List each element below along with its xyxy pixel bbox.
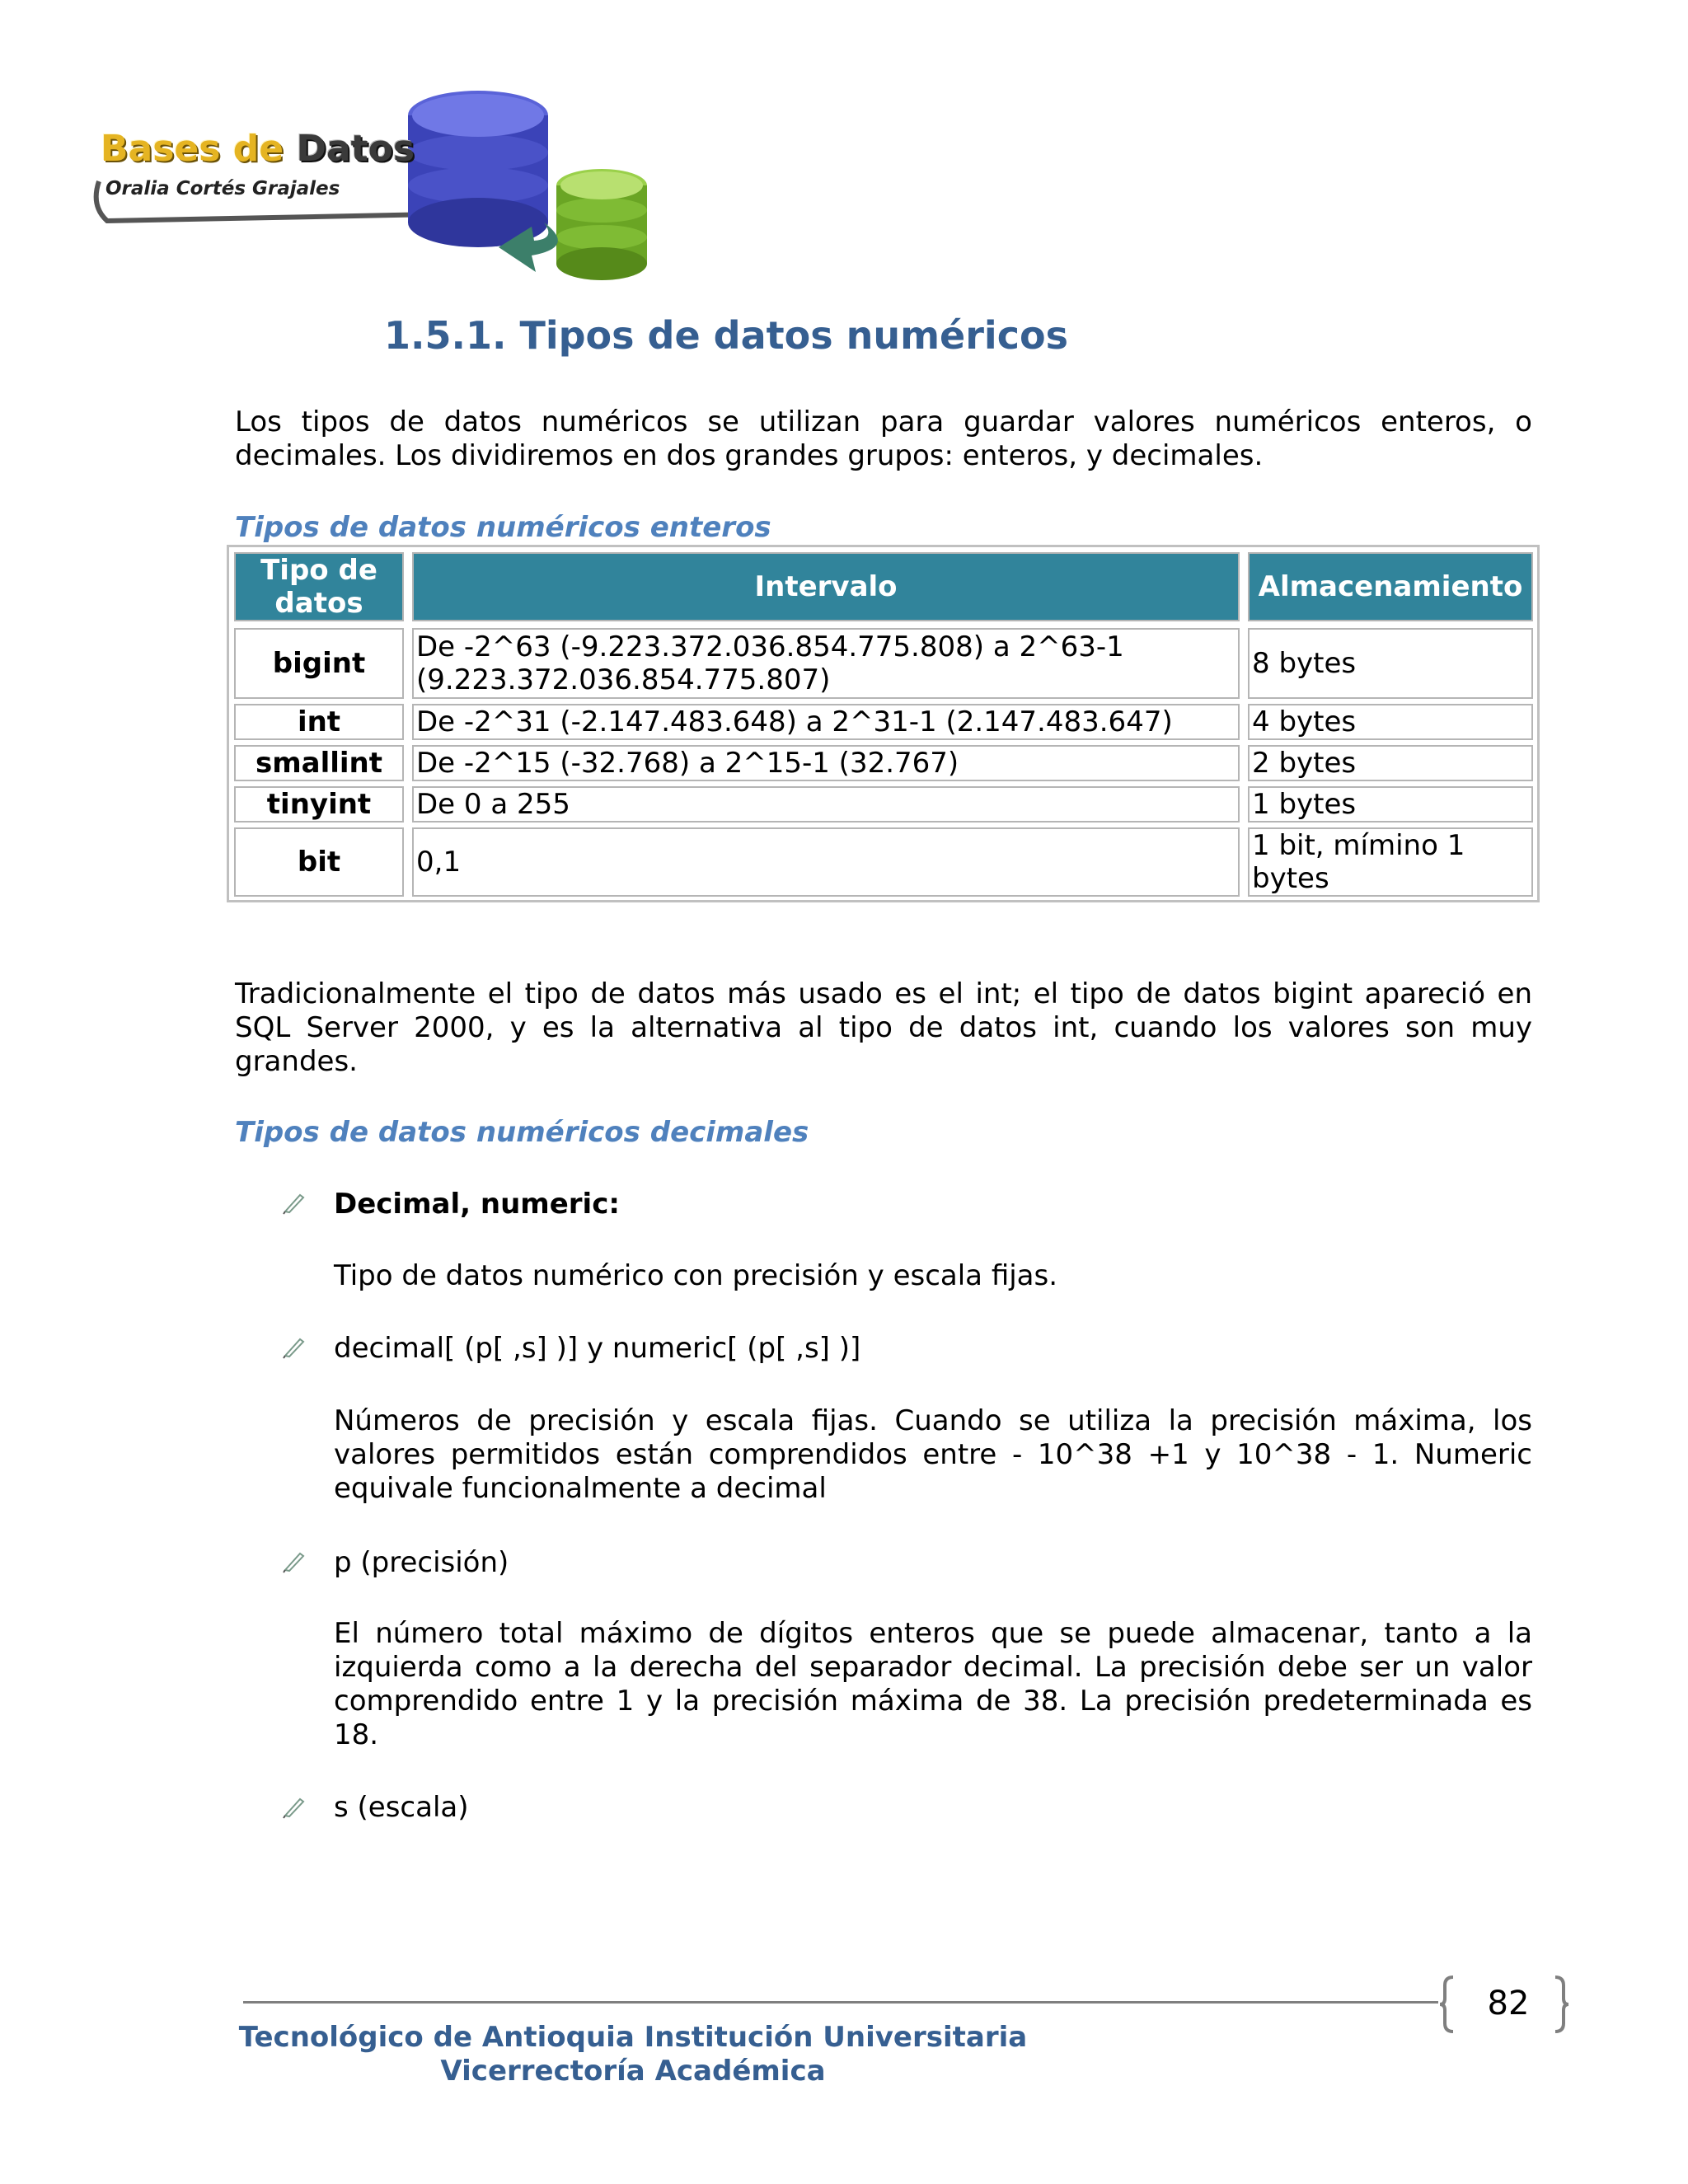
table-cell-storage: 1 bit, mímino 1 bytes [1248,827,1533,897]
table-header-type: Tipo de datos [234,552,404,621]
integer-types-table [227,545,1540,902]
table-cell-type: int [234,704,404,740]
logo-author: Oralia Cortés Grajales [106,178,340,199]
integers-subtitle: Tipos de datos numéricos enteros [235,511,771,544]
blue-database-icon [408,91,548,247]
table-cell-type: bigint [234,628,404,699]
decimal-item-text: Números de precisión y escala fijas. Cuando se utiliza la precisión máxima, los valores permitidos están comprendidos entre - 10^38 +1 y 10^38 - 1. Numeric equivale funcionalmente a decimal [334,1404,1532,1505]
footer-department: Vicerrectoría Académica [440,2055,826,2088]
table-cell-range: De -2^15 (-32.768) a 2^15-1 (32.767) [412,745,1240,781]
footer-divider [243,2001,1438,2004]
table-cell-type: bit [234,827,404,897]
pen-bullet-icon [282,1549,307,1573]
page-number: 82 [1487,1985,1530,2022]
decimal-item-text: El número total máximo de dígitos enteros que se puede almacenar, tanto a la izquierda como a la derecha del separador decimal. La precisión debe ser un valor comprendido entre 1 y la precisión máxima de 38. La precisión predeterminada es 18. [334,1617,1532,1751]
decimal-item-text: Tipo de datos numérico con precisión y escala fijas. [334,1259,1058,1292]
integers-note: Tradicionalmente el tipo de datos más usado es el int; el tipo de datos bigint apareció en SQL Server 2000, y es la alternativa al tipo de datos int, cuando los valores son muy grandes. [235,977,1532,1078]
table-cell-storage: 4 bytes [1248,704,1533,740]
green-database-icon [556,169,647,280]
intro-paragraph: Los tipos de datos numéricos se utilizan para guardar valores numéricos enteros, o decimales. Los dividiremos en dos grandes grupos: enteros, y decimales. [235,405,1532,472]
table-cell-range: 0,1 [412,827,1240,897]
section-title: 1.5.1. Tipos de datos numéricos [384,313,1068,358]
decimal-item-title: s (escala) [334,1791,469,1824]
footer-institution: Tecnológico de Antioquia Institución Universitaria [238,2021,1028,2054]
table-cell-type: smallint [234,745,404,781]
table-header-storage: Almacenamiento [1248,552,1533,621]
pen-bullet-icon [282,1334,307,1359]
table-cell-storage: 1 bytes [1248,786,1533,823]
table-cell-range: De 0 a 255 [412,786,1240,823]
decimal-item-title: decimal[ (p[ ,s] )] y numeric[ (p[ ,s] )] [334,1332,861,1365]
table-cell-storage: 2 bytes [1248,745,1533,781]
table-cell-storage: 8 bytes [1248,628,1533,699]
table-cell-range: De -2^31 (-2.147.483.648) a 2^31-1 (2.147.483.647) [412,704,1240,740]
pen-bullet-icon [282,1794,307,1819]
decimals-subtitle: Tipos de datos numéricos decimales [235,1116,809,1149]
logo-title: Bases de Datos [101,128,415,170]
decimal-item-title: p (precisión) [334,1546,509,1579]
pen-bullet-icon [282,1190,307,1215]
table-cell-type: tinyint [234,786,404,823]
table-cell-range: De -2^63 (-9.223.372.036.854.775.808) a 2^63-1 (9.223.372.036.854.775.807) [412,628,1240,699]
table-header-range: Intervalo [412,552,1240,621]
decimal-item-title: Decimal, numeric: [334,1188,620,1221]
